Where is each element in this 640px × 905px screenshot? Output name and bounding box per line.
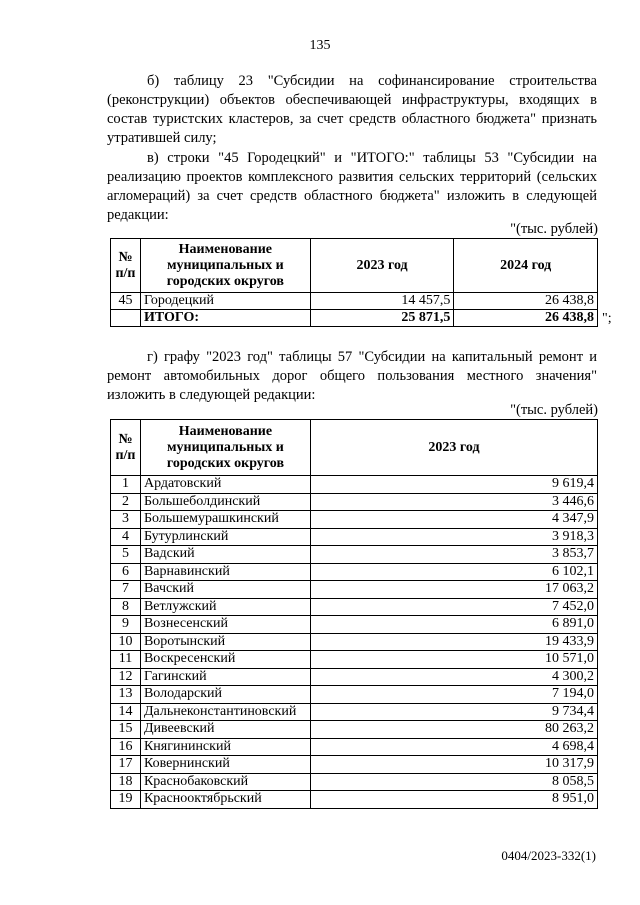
paragraph-b — [107, 72, 597, 148]
page-number: 135 — [309, 38, 331, 53]
row-name: ИТОГО: — [140, 310, 310, 327]
table2-body — [111, 476, 598, 809]
row-number: 16 — [111, 738, 141, 756]
row-name: Городецкий — [140, 293, 310, 310]
row-value-2023: 8 058,5 — [310, 773, 597, 791]
table-row — [111, 756, 598, 774]
row-number: 12 — [111, 668, 141, 686]
table-row — [111, 511, 598, 529]
row-value-2023: 7 194,0 — [310, 686, 597, 704]
table-row — [111, 293, 598, 310]
row-name: Большеболдинский — [140, 493, 310, 511]
header-name: Наименование муниципальных и городских округов — [140, 420, 310, 476]
table-row — [111, 476, 598, 494]
header-2023: 2023 год — [310, 239, 454, 293]
row-name: Гагинский — [140, 668, 310, 686]
row-number: 8 — [111, 598, 141, 616]
table-row — [111, 546, 598, 564]
table-row — [111, 738, 598, 756]
row-number: 11 — [111, 651, 141, 669]
row-number: 4 — [111, 528, 141, 546]
row-number: 9 — [111, 616, 141, 634]
table-row — [111, 598, 598, 616]
table-row — [111, 493, 598, 511]
row-value-2023: 14 457,5 — [310, 293, 454, 310]
row-value-2023: 4 347,9 — [310, 511, 597, 529]
table-row — [111, 703, 598, 721]
row-name: Воротынский — [140, 633, 310, 651]
header-name: Наименование муниципальных и городских округов — [140, 239, 310, 293]
row-number: 15 — [111, 721, 141, 739]
row-number — [111, 310, 141, 327]
table-row-total — [111, 310, 598, 327]
row-value-2023: 6 102,1 — [310, 563, 597, 581]
row-number: 5 — [111, 546, 141, 564]
row-name: Ветлужский — [140, 598, 310, 616]
table-57-column — [110, 419, 598, 809]
row-name: Воскресенский — [140, 651, 310, 669]
table1-header-row — [111, 239, 598, 293]
row-number: 13 — [111, 686, 141, 704]
row-name: Вадский — [140, 546, 310, 564]
row-value-2023: 10 571,0 — [310, 651, 597, 669]
row-value-2023: 9 734,4 — [310, 703, 597, 721]
row-name: Ковернинский — [140, 756, 310, 774]
row-name: Княгининский — [140, 738, 310, 756]
row-number: 3 — [111, 511, 141, 529]
table-row — [111, 616, 598, 634]
table1-closing-quote: "; — [602, 311, 612, 326]
header-number: № п/п — [111, 420, 141, 476]
row-name: Вачский — [140, 581, 310, 599]
row-name: Краснобаковский — [140, 773, 310, 791]
table-row — [111, 581, 598, 599]
row-name: Дивеевский — [140, 721, 310, 739]
row-value-2023: 8 951,0 — [310, 791, 597, 809]
table-row — [111, 668, 598, 686]
table-row — [111, 651, 598, 669]
header-2023: 2023 год — [310, 420, 597, 476]
row-number: 7 — [111, 581, 141, 599]
table-row — [111, 791, 598, 809]
row-number: 1 — [111, 476, 141, 494]
row-value-2023: 7 452,0 — [310, 598, 597, 616]
paragraph-v-text: в) строки "45 Городецкий" и "ИТОГО:" таблицы 53 "Субсидии на реализацию проектов комплексного развития сельских территорий (сельских агломераций) за счет средств областного бюджета" изложить в следующей редакции: — [107, 150, 597, 223]
paragraph-b-text: б) таблицу 23 "Субсидии на софинансирование строительства (реконструкции) объектов обеспечивающей инфраструктуры, входящих в состав туристских кластеров, за счет средств областного бюджета" признать утратившей силу; — [107, 73, 597, 146]
table-row — [111, 721, 598, 739]
unit-label-1: "(тыс. рублей) — [510, 221, 598, 237]
row-number: 14 — [111, 703, 141, 721]
row-name: Краснооктябрьский — [140, 791, 310, 809]
header-number: № п/п — [111, 239, 141, 293]
table-row — [111, 633, 598, 651]
row-value-2023: 19 433,9 — [310, 633, 597, 651]
row-name: Бутурлинский — [140, 528, 310, 546]
table-row — [111, 686, 598, 704]
row-number: 10 — [111, 633, 141, 651]
paragraph-g-text: г) графу "2023 год" таблицы 57 "Субсидии на капитальный ремонт и ремонт автомобильных дорог общего пользования местного значения" изложить в следующей редакции: — [107, 349, 597, 403]
table-53-rows — [110, 238, 598, 327]
row-number: 19 — [111, 791, 141, 809]
row-value-2023: 4 698,4 — [310, 738, 597, 756]
table-row — [111, 773, 598, 791]
row-name: Ардатовский — [140, 476, 310, 494]
row-value-2023: 9 619,4 — [310, 476, 597, 494]
row-value-2023: 6 891,0 — [310, 616, 597, 634]
paragraph-g — [107, 348, 597, 405]
row-value-2023: 3 918,3 — [310, 528, 597, 546]
document-code: 0404/2023-332(1) — [501, 848, 596, 863]
unit-label-2: "(тыс. рублей) — [510, 402, 598, 418]
row-value-2023: 3 446,6 — [310, 493, 597, 511]
row-number: 2 — [111, 493, 141, 511]
row-name: Варнавинский — [140, 563, 310, 581]
row-name: Володарский — [140, 686, 310, 704]
row-number: 18 — [111, 773, 141, 791]
row-value-2023: 25 871,5 — [310, 310, 454, 327]
row-value-2023: 4 300,2 — [310, 668, 597, 686]
row-value-2024: 26 438,8 — [454, 310, 598, 327]
row-value-2023: 80 263,2 — [310, 721, 597, 739]
row-value-2023: 10 317,9 — [310, 756, 597, 774]
paragraph-v — [107, 149, 597, 225]
table-row — [111, 563, 598, 581]
row-name: Большемурашкинский — [140, 511, 310, 529]
table-row — [111, 528, 598, 546]
row-name: Вознесенский — [140, 616, 310, 634]
row-name: Дальнеконстантиновский — [140, 703, 310, 721]
row-value-2023: 17 063,2 — [310, 581, 597, 599]
row-number: 17 — [111, 756, 141, 774]
header-2024: 2024 год — [454, 239, 598, 293]
row-value-2024: 26 438,8 — [454, 293, 598, 310]
row-value-2023: 3 853,7 — [310, 546, 597, 564]
table2-header-row — [111, 420, 598, 476]
row-number: 45 — [111, 293, 141, 310]
row-number: 6 — [111, 563, 141, 581]
